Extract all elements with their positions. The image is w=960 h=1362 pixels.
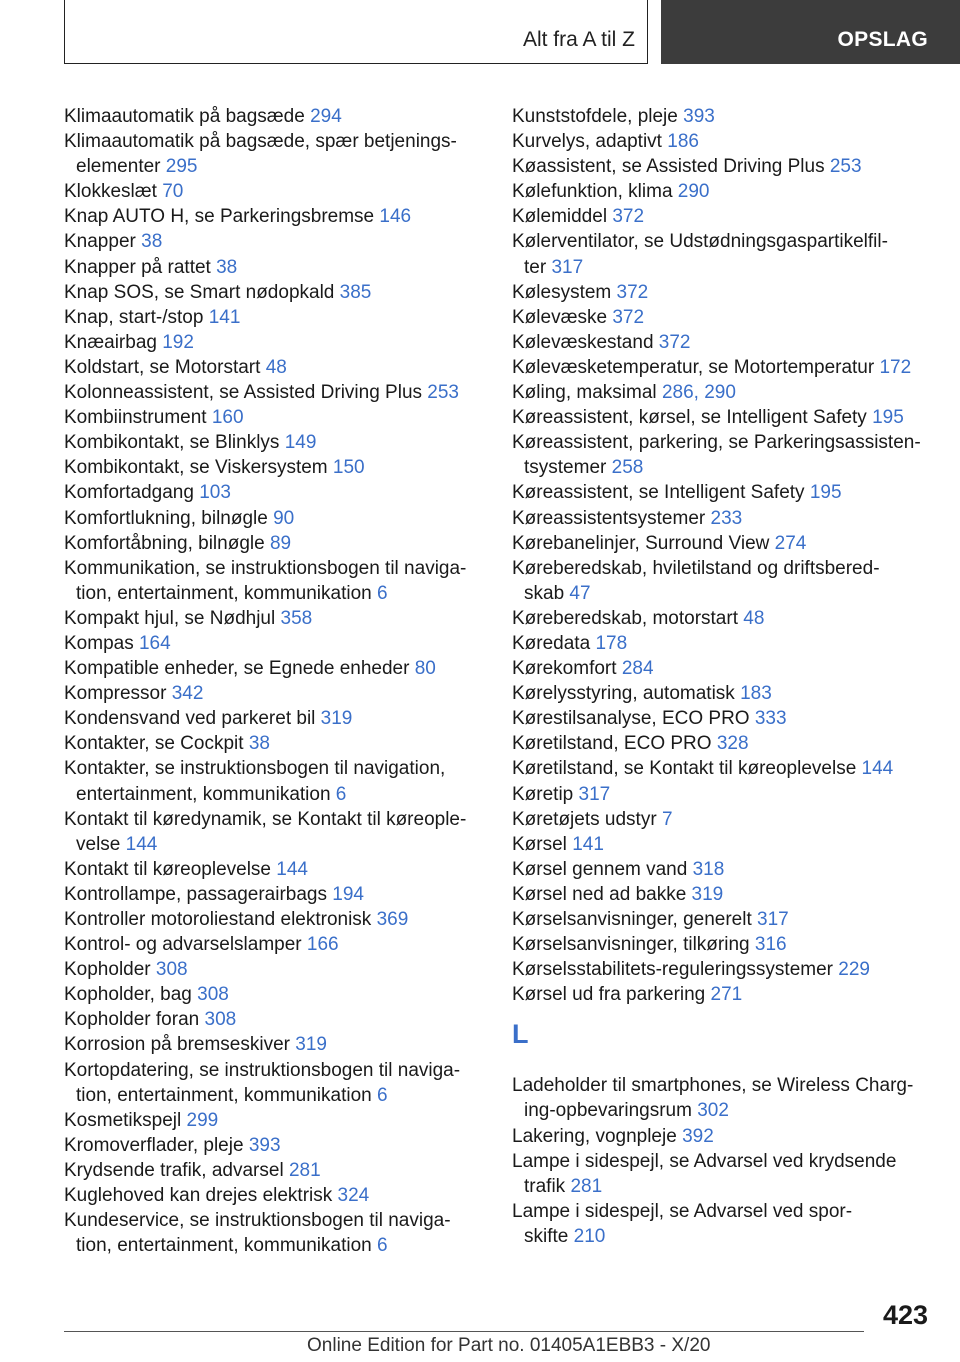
index-entry-text: trafik bbox=[524, 1175, 566, 1197]
section-tab-label: OPSLAG bbox=[837, 28, 928, 51]
index-entry bbox=[512, 631, 932, 656]
index-entry bbox=[512, 430, 932, 480]
index-entry bbox=[64, 229, 484, 254]
index-entry-text: tion, entertainment, kommunikation bbox=[76, 1084, 372, 1106]
page-reference-link[interactable]: 317 bbox=[551, 256, 584, 278]
page-reference-link[interactable]: 90 bbox=[273, 507, 295, 529]
page-reference-link[interactable]: 164 bbox=[138, 632, 171, 654]
index-entry-text: Kuglehoved kan drejes elektrisk bbox=[64, 1185, 333, 1207]
page-reference-link[interactable]: 141 bbox=[208, 306, 241, 328]
index-entry-text: Kørsel gennem vand bbox=[512, 858, 688, 880]
index-entry bbox=[64, 330, 484, 355]
index-entry-text: entertainment, kommunikation bbox=[76, 783, 331, 805]
index-entry bbox=[512, 556, 932, 606]
index-entry-text: Kundeservice, se instruktionsbogen til naviga- bbox=[64, 1210, 451, 1232]
index-entry-text: Kørselsstabilitets-reguleringssystemer bbox=[512, 959, 833, 981]
index-entry bbox=[512, 656, 932, 681]
page-reference-link[interactable]: 281 bbox=[570, 1175, 603, 1197]
index-entry-text: Lampe i sidespejl, se Advarsel ved krydsende bbox=[512, 1150, 897, 1172]
index-entry-text: Klimaautomatik på bagsæde, spær betjenings- bbox=[64, 131, 457, 153]
index-entry-text: Kontroller motoroliestand elektronisk bbox=[64, 909, 372, 930]
page-reference-link[interactable]: 150 bbox=[332, 457, 365, 479]
page-reference-link[interactable]: 149 bbox=[284, 432, 317, 454]
index-entry-text: Kompakt hjul, se Nødhjul bbox=[64, 607, 276, 629]
edition-footer: Online Edition for Part no. 01405A1EBB3 - X/20 bbox=[307, 1335, 711, 1356]
index-entry-text: Kontrollampe, passagerairbags bbox=[64, 883, 327, 905]
index-entry bbox=[64, 506, 484, 531]
index-entry bbox=[512, 706, 932, 731]
page-reference-link[interactable]: 372 bbox=[612, 306, 645, 328]
index-entry bbox=[64, 1183, 484, 1208]
page-reference-link[interactable]: 294 bbox=[310, 106, 342, 127]
page-reference-link[interactable]: 271 bbox=[710, 984, 743, 1006]
page-reference-link[interactable]: 229 bbox=[838, 959, 870, 981]
index-entry-text: Kontakter, se Cockpit bbox=[64, 733, 244, 755]
page-reference-link[interactable]: 319 bbox=[295, 1034, 327, 1056]
page-reference-link[interactable]: 38 bbox=[248, 733, 270, 755]
index-entry-text: Knæairbag bbox=[64, 331, 157, 353]
page-reference-link[interactable]: 393 bbox=[248, 1134, 281, 1156]
index-entry-text: Køretilstand, ECO PRO bbox=[512, 733, 712, 755]
page-reference-link[interactable]: 317 bbox=[757, 909, 789, 930]
index-entry-text: skifte bbox=[524, 1225, 569, 1247]
index-entry-text: Kompressor bbox=[64, 683, 167, 705]
index-entry-text: Kurvelys, adaptivt bbox=[512, 131, 662, 153]
page-reference-link[interactable]: 253 bbox=[829, 156, 862, 178]
page-number: 423 bbox=[882, 1300, 928, 1330]
index-entry bbox=[512, 606, 932, 631]
index-entry bbox=[512, 531, 932, 556]
index-entry bbox=[512, 179, 932, 204]
index-entry bbox=[512, 204, 932, 229]
index-entry-text: Køretip bbox=[512, 783, 574, 805]
index-entry-text: Kølesystem bbox=[512, 281, 612, 303]
index-entry-text: Krydsende trafik, advarsel bbox=[64, 1159, 284, 1181]
page-reference-link[interactable]: 258 bbox=[611, 457, 644, 479]
index-column-left bbox=[64, 104, 484, 1258]
page-reference-link[interactable]: 183 bbox=[740, 683, 772, 705]
index-entry-text: Knap AUTO H, se Parkeringsbremse bbox=[64, 206, 375, 228]
index-entry bbox=[64, 957, 484, 982]
index-entry bbox=[512, 380, 932, 405]
index-entry-text: Kørsel ud fra parkering bbox=[512, 984, 706, 1006]
index-entry-text: Kopholder, bag bbox=[64, 984, 192, 1006]
index-entry bbox=[64, 907, 484, 932]
index-entry-text: Køretøjets udstyr bbox=[512, 808, 657, 830]
page-reference-link[interactable]: 6 bbox=[377, 1235, 388, 1257]
index-entry-text: Køreassistent, parkering, se Parkeringsassisten- bbox=[512, 432, 921, 454]
index-entry-text: Kompatible enheder, se Egnede enheder bbox=[64, 658, 410, 680]
index-entry bbox=[64, 681, 484, 706]
index-entry-text: ter bbox=[524, 256, 547, 278]
index-entry bbox=[512, 957, 932, 982]
page-reference-link[interactable]: 316 bbox=[754, 934, 787, 956]
page-reference-link[interactable]: 6 bbox=[335, 783, 347, 805]
index-entry bbox=[512, 305, 932, 330]
index-entry-text: Kosmetikspejl bbox=[64, 1109, 182, 1131]
index-entry bbox=[512, 154, 932, 179]
index-entry-text: Lampe i sidespejl, se Advarsel ved spor- bbox=[512, 1200, 853, 1222]
index-entry-text: Kontrol- og advarselslamper bbox=[64, 934, 302, 956]
index-entry-text: Kommunikation, se instruktionsbogen til naviga- bbox=[64, 557, 467, 579]
index-entry-text: Køretilstand, se Kontakt til køreoplevelse bbox=[512, 758, 857, 780]
index-entry-text: Kørelysstyring, automatisk bbox=[512, 683, 735, 705]
index-entry-text: ing-opbevaringsrum bbox=[524, 1100, 692, 1122]
index-entry bbox=[64, 531, 484, 556]
index-entry bbox=[64, 656, 484, 681]
index-entry-text: Kørestilsanalyse, ECO PRO bbox=[512, 708, 750, 730]
page-reference-link[interactable]: 48 bbox=[265, 356, 287, 378]
section-tab[interactable] bbox=[661, 0, 960, 64]
index-entry-text: Kølevæskestand bbox=[512, 331, 654, 353]
index-entry-text: Kørsel ned ad bakke bbox=[512, 883, 687, 905]
page-reference-link[interactable]: 6 bbox=[377, 582, 388, 604]
page-reference-link[interactable]: 48 bbox=[743, 607, 765, 629]
index-entry-text: Kørsel bbox=[512, 833, 567, 855]
page-reference-link[interactable]: 342 bbox=[171, 683, 204, 705]
index-entry-text: Kortopdatering, se instruktionsbogen til naviga- bbox=[64, 1059, 461, 1081]
index-entry bbox=[64, 1158, 484, 1183]
index-letter-heading: L bbox=[512, 1019, 529, 1050]
index-entry-text: Kombikontakt, se Blinklys bbox=[64, 432, 280, 454]
index-entry bbox=[64, 104, 484, 129]
page-reference-link[interactable]: 210 bbox=[573, 1225, 606, 1247]
page-reference-link[interactable]: 299 bbox=[186, 1109, 219, 1131]
index-entry bbox=[64, 280, 484, 305]
page-reference-link[interactable]: 192 bbox=[162, 331, 194, 353]
index-entry bbox=[64, 807, 484, 857]
index-entry-text: Kølevæsketemperatur, se Motortemperatur bbox=[512, 356, 875, 378]
index-entry-text: Køling, maksimal bbox=[512, 382, 657, 404]
index-entry bbox=[512, 907, 932, 932]
index-entry-text: Lakering, vognpleje bbox=[512, 1125, 677, 1147]
index-entry bbox=[64, 556, 484, 606]
index-entry-text: Køreassistentsystemer bbox=[512, 507, 706, 529]
index-entry bbox=[64, 430, 484, 455]
page-reference-link[interactable]: 328 bbox=[716, 733, 749, 755]
page-reference-link[interactable]: 178 bbox=[595, 632, 628, 654]
page-reference-link[interactable]: 6 bbox=[377, 1084, 388, 1106]
index-entry bbox=[64, 1032, 484, 1057]
index-entry-text: Kopholder bbox=[64, 959, 151, 981]
page-reference-link[interactable]: 317 bbox=[578, 783, 611, 805]
page-reference-link[interactable]: 194 bbox=[332, 883, 364, 905]
index-entry-text: Kontakt til køreoplevelse bbox=[64, 858, 271, 880]
index-entry bbox=[512, 1199, 932, 1249]
index-entry-text: Køredata bbox=[512, 632, 591, 654]
section-title: Alt fra A til Z bbox=[522, 28, 635, 51]
index-entry-text: Kontakt til køredynamik, se Kontakt til køreople- bbox=[64, 808, 467, 830]
page-reference-link[interactable]: 144 bbox=[861, 758, 894, 780]
index-entry bbox=[64, 204, 484, 229]
index-entry-text: Klokkeslæt bbox=[64, 181, 157, 203]
page-reference-link[interactable]: 284 bbox=[621, 658, 654, 680]
index-entry bbox=[512, 807, 932, 832]
index-entry bbox=[512, 330, 932, 355]
index-entry bbox=[64, 731, 484, 756]
page-reference-link[interactable]: 385 bbox=[339, 281, 372, 303]
index-entry-text: Kølefunktion, klima bbox=[512, 181, 673, 203]
index-entry bbox=[64, 1007, 484, 1032]
index-entry bbox=[512, 882, 932, 907]
index-entry-text: Komfortadgang bbox=[64, 482, 194, 504]
page-reference-link[interactable]: 372 bbox=[616, 281, 649, 303]
index-entry bbox=[512, 1149, 932, 1199]
index-entry-text: Kompas bbox=[64, 632, 134, 654]
index-entry-text: Kølevæske bbox=[512, 306, 608, 328]
index-entry-text: Kølerventilator, se Udstødningsgaspartikelfil- bbox=[512, 231, 888, 253]
index-entry-text: Knap SOS, se Smart nødopkald bbox=[64, 281, 335, 303]
page-reference-link[interactable]: 308 bbox=[197, 984, 229, 1006]
index-entry-text: Knap, start-/stop bbox=[64, 306, 204, 328]
page-reference-link[interactable]: 286, 290 bbox=[661, 382, 736, 404]
index-entry bbox=[512, 857, 932, 882]
index-entry-text: Komfortåbning, bilnøgle bbox=[64, 532, 265, 554]
index-entry-text: Køreberedskab, hviletilstand og driftsbered- bbox=[512, 557, 880, 579]
index-entry bbox=[64, 480, 484, 505]
index-entry-text: Køreassistent, kørsel, se Intelligent Safety bbox=[512, 407, 867, 429]
page-reference-link[interactable]: 70 bbox=[162, 181, 184, 203]
page-reference-link[interactable]: 233 bbox=[710, 507, 743, 529]
page-reference-link[interactable]: 319 bbox=[691, 883, 724, 905]
index-entry bbox=[512, 280, 932, 305]
index-entry bbox=[64, 1133, 484, 1158]
index-entry-text: Køreassistent, se Intelligent Safety bbox=[512, 482, 805, 504]
index-entry bbox=[64, 380, 484, 405]
page-reference-link[interactable]: 186 bbox=[667, 131, 699, 153]
page-reference-link[interactable]: 308 bbox=[155, 959, 188, 981]
index-entry-text: Kørselsanvisninger, generelt bbox=[512, 909, 752, 930]
index-entry bbox=[512, 506, 932, 531]
index-entry-text: Køassistent, se Assisted Driving Plus bbox=[512, 156, 825, 178]
index-entry bbox=[64, 405, 484, 430]
page-reference-link[interactable]: 144 bbox=[276, 858, 308, 880]
index-entry-text: Kontakter, se instruktionsbogen til navigation, bbox=[64, 758, 446, 780]
index-entry-text: Kunststofdele, pleje bbox=[512, 106, 678, 127]
index-entry bbox=[512, 480, 932, 505]
index-entry-text: Kombikontakt, se Viskersystem bbox=[64, 457, 328, 479]
page-reference-link[interactable]: 274 bbox=[774, 532, 807, 554]
index-column-right bbox=[512, 104, 932, 1249]
index-entry-text: Klimaautomatik på bagsæde bbox=[64, 106, 305, 127]
page-reference-link[interactable]: 7 bbox=[661, 808, 673, 830]
index-entry-text: Kølemiddel bbox=[512, 206, 608, 228]
index-entry bbox=[64, 355, 484, 380]
index-entry bbox=[512, 756, 932, 781]
index-entry-text: elementer bbox=[76, 156, 161, 178]
index-entry bbox=[64, 982, 484, 1007]
index-entry bbox=[64, 255, 484, 280]
index-entry bbox=[64, 882, 484, 907]
index-entry bbox=[64, 1208, 484, 1258]
index-entry bbox=[64, 1058, 484, 1108]
index-entry bbox=[64, 455, 484, 480]
index-entry bbox=[64, 129, 484, 179]
index-entry-text: Kørselsanvisninger, tilkøring bbox=[512, 934, 750, 956]
index-entry bbox=[512, 1124, 932, 1149]
index-entry-text: tsystemer bbox=[524, 457, 607, 479]
page-reference-link[interactable]: 47 bbox=[569, 582, 591, 604]
index-entry-text: Knapper bbox=[64, 231, 136, 253]
page-reference-link[interactable]: 144 bbox=[125, 833, 158, 855]
index-entry-text: Kolonneassistent, se Assisted Driving Plus bbox=[64, 382, 423, 404]
page-reference-link[interactable]: 369 bbox=[376, 909, 409, 930]
index-entry-text: Koldstart, se Motorstart bbox=[64, 356, 261, 378]
index-entry bbox=[64, 706, 484, 731]
index-entry-text: Ladeholder til smartphones, se Wireless Charg- bbox=[512, 1075, 914, 1097]
page-reference-link[interactable]: 160 bbox=[211, 407, 244, 429]
page-reference-link[interactable]: 195 bbox=[872, 407, 904, 429]
page-reference-link[interactable]: 302 bbox=[697, 1100, 729, 1122]
index-entry bbox=[512, 731, 932, 756]
page-reference-link[interactable]: 141 bbox=[572, 833, 604, 855]
index-entry bbox=[64, 606, 484, 631]
index-entry bbox=[64, 179, 484, 204]
header-frame bbox=[64, 0, 648, 64]
page-reference-link[interactable]: 392 bbox=[682, 1125, 714, 1147]
index-entry-text: Korrosion på bremseskiver bbox=[64, 1034, 290, 1056]
index-entry-text: Kromoverflader, pleje bbox=[64, 1134, 244, 1156]
index-entry-text: Kørebanelinjer, Surround View bbox=[512, 532, 770, 554]
page-reference-link[interactable]: 89 bbox=[269, 532, 292, 554]
index-entry bbox=[512, 229, 932, 279]
index-entry-text: tion, entertainment, kommunikation bbox=[76, 1235, 372, 1257]
page-reference-link[interactable]: 318 bbox=[692, 858, 725, 880]
index-entry-text: Komfortlukning, bilnøgle bbox=[64, 507, 268, 529]
page-reference-link[interactable]: 393 bbox=[683, 106, 715, 127]
index-entry bbox=[64, 756, 484, 806]
page-reference-link[interactable]: 295 bbox=[165, 156, 198, 178]
index-entry bbox=[64, 857, 484, 882]
index-entry bbox=[512, 355, 932, 380]
index-entry bbox=[64, 305, 484, 330]
index-entry bbox=[512, 982, 932, 1007]
index-entry-text: Kopholder foran bbox=[64, 1009, 200, 1031]
index-entry-text: Kondensvand ved parkeret bil bbox=[64, 708, 316, 730]
index-entry-text: Knapper på rattet bbox=[64, 256, 211, 278]
page-reference-link[interactable]: 333 bbox=[754, 708, 787, 730]
page-reference-link[interactable]: 372 bbox=[658, 331, 691, 353]
index-entry-text: velse bbox=[76, 833, 121, 855]
index-entry bbox=[512, 104, 932, 129]
page-reference-link[interactable]: 146 bbox=[379, 206, 412, 228]
index-entry-text: Kørekomfort bbox=[512, 658, 617, 680]
index-entry-text: Køreberedskab, motorstart bbox=[512, 607, 738, 629]
page-reference-link[interactable]: 290 bbox=[677, 181, 710, 203]
page-reference-link[interactable]: 324 bbox=[337, 1185, 370, 1207]
index-entry bbox=[512, 681, 932, 706]
page-reference-link[interactable]: 308 bbox=[204, 1009, 237, 1031]
index-entry bbox=[512, 1073, 932, 1123]
page-reference-link[interactable]: 253 bbox=[427, 382, 459, 404]
page-reference-link[interactable]: 319 bbox=[320, 708, 353, 730]
index-entry bbox=[512, 129, 932, 154]
page-reference-link[interactable]: 195 bbox=[809, 482, 842, 504]
page-reference-link[interactable]: 166 bbox=[306, 934, 339, 956]
index-entry bbox=[64, 631, 484, 656]
page-reference-link[interactable]: 172 bbox=[879, 356, 912, 378]
index-entry bbox=[512, 405, 932, 430]
page-reference-link[interactable]: 38 bbox=[141, 231, 163, 253]
page-reference-link[interactable]: 103 bbox=[199, 482, 231, 504]
index-entry bbox=[512, 932, 932, 957]
page-reference-link[interactable]: 80 bbox=[414, 658, 436, 680]
index-entry bbox=[512, 832, 932, 857]
index-entry bbox=[64, 932, 484, 957]
page-reference-link[interactable]: 372 bbox=[612, 206, 645, 228]
page-reference-link[interactable]: 38 bbox=[216, 256, 238, 278]
page-reference-link[interactable]: 281 bbox=[288, 1159, 321, 1181]
index-entry bbox=[64, 1108, 484, 1133]
index-entry-text: Kombiinstrument bbox=[64, 407, 207, 429]
index-entry bbox=[512, 782, 932, 807]
index-entry-text: skab bbox=[524, 582, 565, 604]
page-reference-link[interactable]: 358 bbox=[280, 607, 313, 629]
footer-divider bbox=[64, 1331, 864, 1332]
index-entry-text: tion, entertainment, kommunikation bbox=[76, 582, 372, 604]
